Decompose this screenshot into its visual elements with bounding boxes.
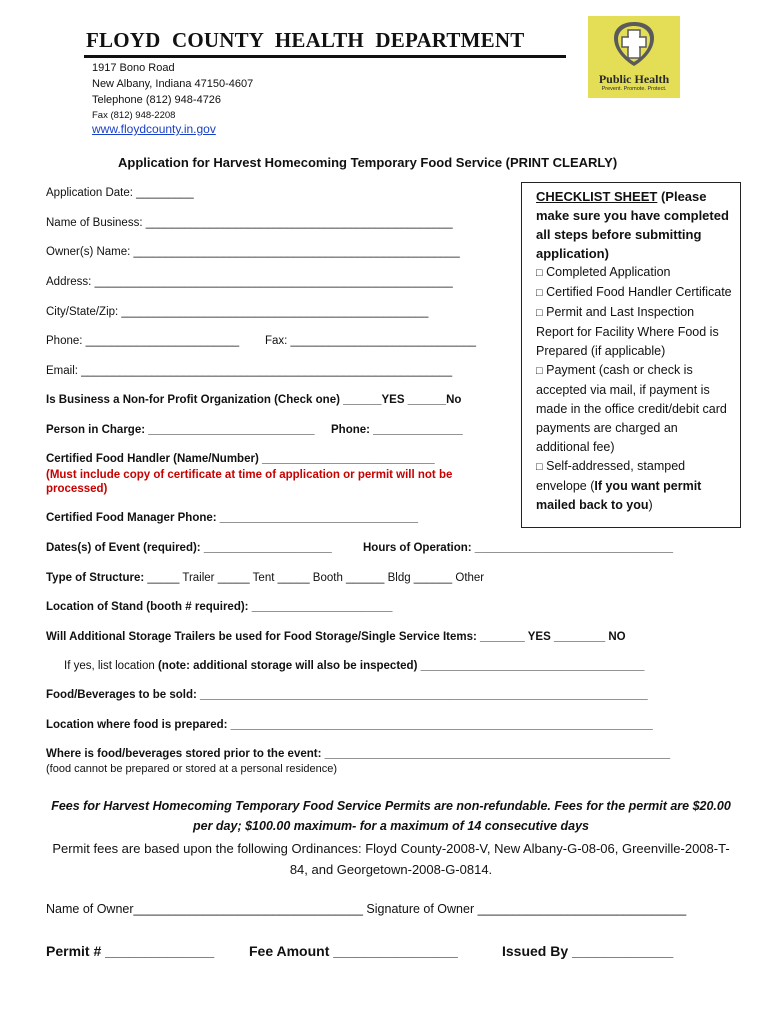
checklist-box xyxy=(521,182,741,528)
application-title: Application for Harvest Homecoming Temporary Food Service (PRINT CLEARLY) xyxy=(118,155,618,170)
checkbox-icon[interactable]: □ xyxy=(536,267,543,279)
issued-by-field[interactable]: Issued By _____________ xyxy=(502,943,674,959)
fax-number: Fax (812) 948-2208 xyxy=(92,110,176,121)
food-handler-field[interactable]: Certified Food Handler (Name/Number) ___________________________ xyxy=(46,453,435,465)
food-prepared-field[interactable]: Location where food is prepared: __________________________________________________________________ xyxy=(46,719,653,731)
fax-field[interactable]: Fax: _____________________________ xyxy=(265,335,477,347)
fee-amount-field[interactable]: Fee Amount ________________ xyxy=(249,943,458,959)
manager-phone-field[interactable]: Certified Food Manager Phone: _______________________________ xyxy=(46,512,419,524)
checkbox-icon[interactable]: □ xyxy=(536,287,543,299)
owner-signature-row[interactable]: Name of Owner_________________________________ Signature of Owner ______________________________ xyxy=(46,902,687,916)
storage-location-field[interactable]: If yes, list location (note: additional storage will also be inspected) ___________________________________ xyxy=(64,660,645,672)
public-health-logo xyxy=(588,16,680,98)
checklist-heading-text: (Please make sure you have completed all steps before submitting application) xyxy=(536,189,729,261)
logo-text: Public Health xyxy=(598,72,670,86)
person-in-charge-field[interactable]: Person in Charge: __________________________ xyxy=(46,424,315,436)
title-underline xyxy=(84,55,566,58)
checklist-heading-underlined: CHECKLIST SHEET xyxy=(536,189,658,204)
checkbox-icon[interactable]: □ xyxy=(536,307,543,319)
checklist-heading xyxy=(536,187,732,263)
permit-number-field[interactable]: Permit # ______________ xyxy=(46,943,215,959)
non-profit-field[interactable]: Is Business a Non-for Profit Organization (Check one) ______YES ______No xyxy=(46,394,462,406)
checkbox-icon[interactable]: □ xyxy=(536,365,543,377)
checkbox-icon[interactable]: □ xyxy=(536,461,543,473)
checklist-item[interactable]: □ Self-addressed, stamped envelope (If you want permit mailed back to you) xyxy=(536,459,702,512)
food-stored-field[interactable]: Where is food/beverages stored prior to the event: ______________________________________________________ xyxy=(46,748,670,760)
website-link[interactable]: www.floydcounty.in.gov xyxy=(92,122,216,136)
checklist-item[interactable]: □ Certified Food Handler Certificate xyxy=(536,285,732,299)
application-date-field[interactable]: Application Date: _________ xyxy=(46,187,194,199)
phone-field[interactable]: Phone: ________________________ xyxy=(46,335,240,347)
pic-phone-field[interactable]: Phone: ______________ xyxy=(331,424,463,436)
food-handler-note: (Must include copy of certificate at time of application or permit will not be processed) xyxy=(46,469,453,495)
telephone: Telephone (812) 948-4726 xyxy=(92,94,222,106)
city-state-zip-field[interactable]: City/State/Zip: ________________________________________________ xyxy=(46,306,429,318)
address-line-1: 1917 Bono Road xyxy=(92,62,175,74)
business-name-field[interactable]: Name of Business: ________________________________________________ xyxy=(46,217,453,229)
structure-options: _____ Trailer _____ Tent _____ Booth ______ Bldg ______ Other xyxy=(147,572,485,584)
hours-field[interactable]: Hours of Operation: _______________________________ xyxy=(363,542,674,554)
signature-line[interactable]: ______________________________ xyxy=(477,902,687,916)
event-dates-field[interactable]: Dates(s) of Event (required): ____________________ xyxy=(46,542,332,554)
food-stored-note: (food cannot be prepared or stored at a personal residence) xyxy=(46,763,338,775)
logo-tagline: Prevent. Promote. Protect. xyxy=(601,86,667,92)
cross-shield-icon xyxy=(588,16,680,72)
structure-type-field[interactable]: Type of Structure: _____ Trailer _____ Tent _____ Booth ______ Bldg ______ Other xyxy=(46,572,485,584)
checklist-item[interactable]: □ Permit and Last Inspection Report for Facility Where Food is Prepared (if applicable) xyxy=(536,305,719,358)
owner-name-line[interactable]: _________________________________ xyxy=(133,902,363,916)
address-field[interactable]: Address: ________________________________________________________ xyxy=(46,276,453,288)
checklist-item[interactable]: □ Payment (cash or check is accepted via mail, if payment is made in the office credit/debit card payments are charged an additional fee) xyxy=(536,363,727,454)
email-field[interactable]: Email: __________________________________________________________ xyxy=(46,365,453,377)
storage-trailers-field[interactable]: Will Additional Storage Trailers be used for Food Storage/Single Service Items: _______ YES ________ NO xyxy=(46,631,626,643)
stand-location-field[interactable]: Location of Stand (booth # required): ______________________ xyxy=(46,601,393,613)
checklist-item[interactable]: □ Completed Application xyxy=(536,265,671,279)
fees-notice: Fees for Harvest Homecoming Temporary Food Service Permits are non-refundable. Fees for the permit are $20.00 per day; $100.00 maximum- for a maximum of 14 consecutive days xyxy=(51,799,731,833)
owner-name-field[interactable]: Owner(s) Name: ___________________________________________________ xyxy=(46,246,460,258)
department-title: FLOYD COUNTY HEALTH DEPARTMENT xyxy=(86,28,525,52)
ordinances-text: Permit fees are based upon the following Ordinances: Floyd County-2008-V, New Albany-G-08-06, Greenville-2008-T-84, and Georgetown-2008-G-0814. xyxy=(52,841,730,877)
food-sold-field[interactable]: Food/Beverages to be sold: ______________________________________________________________________ xyxy=(46,689,648,701)
address-line-2: New Albany, Indiana 47150-4607 xyxy=(92,78,254,90)
